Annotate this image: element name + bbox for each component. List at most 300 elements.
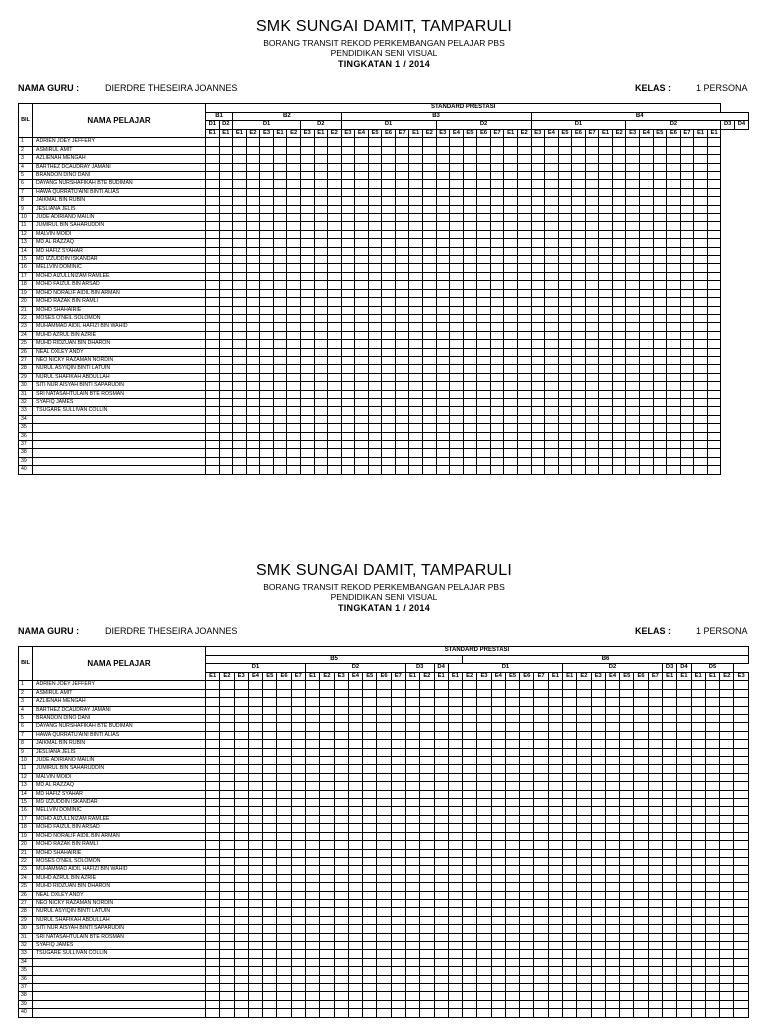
score-cell[interactable]: [300, 356, 314, 364]
score-cell[interactable]: [463, 689, 477, 697]
score-cell[interactable]: [707, 172, 721, 180]
score-cell[interactable]: [423, 331, 437, 339]
score-cell[interactable]: [477, 155, 491, 163]
score-cell[interactable]: [246, 197, 260, 205]
score-cell[interactable]: [206, 731, 220, 739]
score-cell[interactable]: [640, 197, 654, 205]
score-cell[interactable]: [450, 180, 464, 188]
score-cell[interactable]: [640, 407, 654, 415]
score-cell[interactable]: [548, 757, 562, 765]
score-cell[interactable]: [248, 841, 262, 849]
score-cell[interactable]: [314, 138, 328, 146]
score-cell[interactable]: [505, 958, 519, 966]
score-cell[interactable]: [663, 950, 677, 958]
score-cell[interactable]: [273, 197, 287, 205]
score-cell[interactable]: [648, 731, 662, 739]
score-cell[interactable]: [314, 306, 328, 314]
score-cell[interactable]: [341, 365, 355, 373]
score-cell[interactable]: [277, 815, 291, 823]
score-cell[interactable]: [277, 916, 291, 924]
score-cell[interactable]: [531, 457, 545, 465]
score-cell[interactable]: [490, 239, 504, 247]
score-cell[interactable]: [477, 180, 491, 188]
score-cell[interactable]: [663, 706, 677, 714]
score-cell[interactable]: [490, 247, 504, 255]
score-cell[interactable]: [520, 874, 534, 882]
score-cell[interactable]: [591, 849, 605, 857]
score-cell[interactable]: [405, 925, 419, 933]
score-cell[interactable]: [409, 230, 423, 238]
score-cell[interactable]: [220, 832, 234, 840]
score-cell[interactable]: [420, 891, 434, 899]
score-cell[interactable]: [436, 298, 450, 306]
score-cell[interactable]: [663, 748, 677, 756]
score-cell[interactable]: [463, 992, 477, 1000]
score-cell[interactable]: [558, 398, 572, 406]
score-cell[interactable]: [320, 908, 334, 916]
score-cell[interactable]: [548, 790, 562, 798]
score-cell[interactable]: [648, 849, 662, 857]
score-cell[interactable]: [640, 356, 654, 364]
score-cell[interactable]: [520, 883, 534, 891]
score-cell[interactable]: [504, 289, 518, 297]
score-cell[interactable]: [233, 382, 247, 390]
score-cell[interactable]: [434, 992, 448, 1000]
score-cell[interactable]: [220, 908, 234, 916]
score-cell[interactable]: [545, 155, 559, 163]
score-cell[interactable]: [409, 146, 423, 154]
score-cell[interactable]: [599, 230, 613, 238]
score-cell[interactable]: [405, 916, 419, 924]
score-cell[interactable]: [233, 214, 247, 222]
score-cell[interactable]: [520, 925, 534, 933]
score-cell[interactable]: [234, 773, 248, 781]
score-cell[interactable]: [591, 723, 605, 731]
score-cell[interactable]: [305, 866, 319, 874]
score-cell[interactable]: [477, 407, 491, 415]
score-cell[interactable]: [305, 790, 319, 798]
score-cell[interactable]: [667, 214, 681, 222]
score-cell[interactable]: [273, 172, 287, 180]
score-cell[interactable]: [436, 197, 450, 205]
score-cell[interactable]: [246, 390, 260, 398]
score-cell[interactable]: [328, 407, 342, 415]
score-cell[interactable]: [612, 230, 626, 238]
score-cell[interactable]: [534, 689, 548, 697]
score-cell[interactable]: [531, 256, 545, 264]
score-cell[interactable]: [531, 398, 545, 406]
score-cell[interactable]: [626, 180, 640, 188]
score-cell[interactable]: [273, 264, 287, 272]
score-cell[interactable]: [328, 272, 342, 280]
score-cell[interactable]: [314, 457, 328, 465]
score-cell[interactable]: [677, 773, 691, 781]
score-cell[interactable]: [577, 857, 591, 865]
score-cell[interactable]: [300, 365, 314, 373]
score-cell[interactable]: [517, 205, 531, 213]
score-cell[interactable]: [563, 933, 577, 941]
score-cell[interactable]: [667, 432, 681, 440]
score-cell[interactable]: [563, 916, 577, 924]
score-cell[interactable]: [591, 916, 605, 924]
score-cell[interactable]: [355, 289, 369, 297]
score-cell[interactable]: [273, 441, 287, 449]
score-cell[interactable]: [605, 681, 619, 689]
score-cell[interactable]: [287, 356, 301, 364]
score-cell[interactable]: [277, 984, 291, 992]
score-cell[interactable]: [219, 180, 233, 188]
score-cell[interactable]: [206, 146, 220, 154]
score-cell[interactable]: [263, 824, 277, 832]
score-cell[interactable]: [705, 916, 719, 924]
score-cell[interactable]: [420, 992, 434, 1000]
score-cell[interactable]: [363, 723, 377, 731]
score-cell[interactable]: [391, 731, 405, 739]
score-cell[interactable]: [246, 298, 260, 306]
score-cell[interactable]: [463, 398, 477, 406]
score-cell[interactable]: [599, 449, 613, 457]
score-cell[interactable]: [246, 239, 260, 247]
score-cell[interactable]: [395, 298, 409, 306]
score-cell[interactable]: [382, 146, 396, 154]
score-cell[interactable]: [577, 765, 591, 773]
score-cell[interactable]: [234, 706, 248, 714]
score-cell[interactable]: [263, 866, 277, 874]
score-cell[interactable]: [305, 925, 319, 933]
score-cell[interactable]: [648, 992, 662, 1000]
score-cell[interactable]: [320, 731, 334, 739]
score-cell[interactable]: [591, 731, 605, 739]
score-cell[interactable]: [273, 331, 287, 339]
score-cell[interactable]: [219, 441, 233, 449]
score-cell[interactable]: [490, 382, 504, 390]
score-cell[interactable]: [320, 757, 334, 765]
score-cell[interactable]: [577, 933, 591, 941]
score-cell[interactable]: [694, 180, 708, 188]
score-cell[interactable]: [680, 239, 694, 247]
score-cell[interactable]: [341, 432, 355, 440]
score-cell[interactable]: [720, 933, 734, 941]
score-cell[interactable]: [405, 773, 419, 781]
score-cell[interactable]: [463, 441, 477, 449]
score-cell[interactable]: [531, 205, 545, 213]
score-cell[interactable]: [314, 298, 328, 306]
score-cell[interactable]: [734, 891, 749, 899]
score-cell[interactable]: [234, 849, 248, 857]
score-cell[interactable]: [450, 424, 464, 432]
score-cell[interactable]: [667, 247, 681, 255]
score-cell[interactable]: [434, 807, 448, 815]
score-cell[interactable]: [505, 832, 519, 840]
score-cell[interactable]: [640, 457, 654, 465]
score-cell[interactable]: [477, 348, 491, 356]
score-cell[interactable]: [334, 715, 348, 723]
score-cell[interactable]: [377, 841, 391, 849]
score-cell[interactable]: [491, 689, 505, 697]
score-cell[interactable]: [517, 256, 531, 264]
score-cell[interactable]: [667, 415, 681, 423]
score-cell[interactable]: [599, 272, 613, 280]
score-cell[interactable]: [707, 306, 721, 314]
score-cell[interactable]: [263, 899, 277, 907]
score-cell[interactable]: [517, 424, 531, 432]
score-cell[interactable]: [423, 172, 437, 180]
score-cell[interactable]: [450, 172, 464, 180]
score-cell[interactable]: [448, 874, 462, 882]
score-cell[interactable]: [677, 698, 691, 706]
score-cell[interactable]: [450, 356, 464, 364]
score-cell[interactable]: [248, 874, 262, 882]
score-cell[interactable]: [448, 815, 462, 823]
score-cell[interactable]: [626, 390, 640, 398]
score-cell[interactable]: [534, 773, 548, 781]
score-cell[interactable]: [248, 706, 262, 714]
score-cell[interactable]: [558, 407, 572, 415]
score-cell[interactable]: [520, 984, 534, 992]
score-cell[interactable]: [591, 967, 605, 975]
score-cell[interactable]: [612, 239, 626, 247]
score-cell[interactable]: [648, 807, 662, 815]
score-cell[interactable]: [448, 715, 462, 723]
score-cell[interactable]: [246, 289, 260, 297]
score-cell[interactable]: [585, 390, 599, 398]
score-cell[interactable]: [391, 773, 405, 781]
score-cell[interactable]: [448, 706, 462, 714]
score-cell[interactable]: [680, 340, 694, 348]
score-cell[interactable]: [395, 348, 409, 356]
score-cell[interactable]: [563, 689, 577, 697]
score-cell[interactable]: [220, 1009, 234, 1017]
score-cell[interactable]: [348, 757, 362, 765]
score-cell[interactable]: [291, 841, 305, 849]
score-cell[interactable]: [694, 382, 708, 390]
score-cell[interactable]: [705, 849, 719, 857]
score-cell[interactable]: [420, 681, 434, 689]
score-cell[interactable]: [490, 373, 504, 381]
score-cell[interactable]: [705, 984, 719, 992]
score-cell[interactable]: [348, 908, 362, 916]
score-cell[interactable]: [206, 298, 220, 306]
score-cell[interactable]: [320, 933, 334, 941]
score-cell[interactable]: [680, 256, 694, 264]
score-cell[interactable]: [531, 449, 545, 457]
score-cell[interactable]: [620, 899, 634, 907]
score-cell[interactable]: [707, 247, 721, 255]
score-cell[interactable]: [505, 740, 519, 748]
score-cell[interactable]: [273, 247, 287, 255]
score-cell[interactable]: [450, 432, 464, 440]
score-cell[interactable]: [577, 874, 591, 882]
score-cell[interactable]: [448, 992, 462, 1000]
score-cell[interactable]: [612, 340, 626, 348]
score-cell[interactable]: [334, 849, 348, 857]
score-cell[interactable]: [591, 1009, 605, 1017]
score-cell[interactable]: [653, 146, 667, 154]
score-cell[interactable]: [341, 424, 355, 432]
score-cell[interactable]: [248, 832, 262, 840]
score-cell[interactable]: [558, 348, 572, 356]
score-cell[interactable]: [263, 857, 277, 865]
score-cell[interactable]: [405, 958, 419, 966]
score-cell[interactable]: [448, 941, 462, 949]
score-cell[interactable]: [314, 197, 328, 205]
score-cell[interactable]: [405, 765, 419, 773]
score-cell[interactable]: [219, 222, 233, 230]
score-cell[interactable]: [395, 373, 409, 381]
score-cell[interactable]: [463, 841, 477, 849]
score-cell[interactable]: [220, 689, 234, 697]
score-cell[interactable]: [707, 289, 721, 297]
score-cell[interactable]: [490, 314, 504, 322]
score-cell[interactable]: [314, 205, 328, 213]
score-cell[interactable]: [705, 899, 719, 907]
score-cell[interactable]: [206, 874, 220, 882]
score-cell[interactable]: [572, 340, 586, 348]
score-cell[interactable]: [219, 457, 233, 465]
score-cell[interactable]: [382, 256, 396, 264]
score-cell[interactable]: [626, 222, 640, 230]
score-cell[interactable]: [572, 407, 586, 415]
score-cell[interactable]: [348, 748, 362, 756]
score-cell[interactable]: [409, 205, 423, 213]
score-cell[interactable]: [505, 950, 519, 958]
score-cell[interactable]: [505, 824, 519, 832]
score-cell[interactable]: [605, 1000, 619, 1008]
score-cell[interactable]: [545, 441, 559, 449]
score-cell[interactable]: [355, 348, 369, 356]
score-cell[interactable]: [348, 698, 362, 706]
score-cell[interactable]: [341, 180, 355, 188]
score-cell[interactable]: [520, 799, 534, 807]
score-cell[interactable]: [599, 365, 613, 373]
score-cell[interactable]: [599, 415, 613, 423]
score-cell[interactable]: [355, 373, 369, 381]
score-cell[interactable]: [612, 188, 626, 196]
score-cell[interactable]: [734, 1000, 749, 1008]
score-cell[interactable]: [436, 340, 450, 348]
score-cell[interactable]: [277, 857, 291, 865]
score-cell[interactable]: [334, 790, 348, 798]
score-cell[interactable]: [663, 925, 677, 933]
score-cell[interactable]: [477, 146, 491, 154]
score-cell[interactable]: [420, 731, 434, 739]
score-cell[interactable]: [640, 264, 654, 272]
score-cell[interactable]: [691, 698, 705, 706]
score-cell[interactable]: [300, 323, 314, 331]
score-cell[interactable]: [720, 984, 734, 992]
score-cell[interactable]: [287, 457, 301, 465]
score-cell[interactable]: [291, 992, 305, 1000]
score-cell[interactable]: [300, 466, 314, 474]
score-cell[interactable]: [206, 264, 220, 272]
score-cell[interactable]: [355, 424, 369, 432]
score-cell[interactable]: [605, 916, 619, 924]
score-cell[interactable]: [705, 807, 719, 815]
score-cell[interactable]: [505, 815, 519, 823]
score-cell[interactable]: [382, 197, 396, 205]
score-cell[interactable]: [531, 222, 545, 230]
score-cell[interactable]: [548, 799, 562, 807]
score-cell[interactable]: [505, 849, 519, 857]
score-cell[interactable]: [341, 373, 355, 381]
score-cell[interactable]: [423, 441, 437, 449]
score-cell[interactable]: [355, 298, 369, 306]
score-cell[interactable]: [291, 790, 305, 798]
score-cell[interactable]: [663, 967, 677, 975]
score-cell[interactable]: [491, 757, 505, 765]
score-cell[interactable]: [233, 407, 247, 415]
score-cell[interactable]: [599, 138, 613, 146]
score-cell[interactable]: [277, 799, 291, 807]
score-cell[interactable]: [491, 765, 505, 773]
score-cell[interactable]: [477, 247, 491, 255]
score-cell[interactable]: [260, 390, 274, 398]
score-cell[interactable]: [436, 188, 450, 196]
score-cell[interactable]: [450, 382, 464, 390]
score-cell[interactable]: [477, 256, 491, 264]
score-cell[interactable]: [300, 272, 314, 280]
score-cell[interactable]: [520, 689, 534, 697]
score-cell[interactable]: [263, 841, 277, 849]
score-cell[interactable]: [314, 188, 328, 196]
score-cell[interactable]: [405, 933, 419, 941]
score-cell[interactable]: [260, 146, 274, 154]
score-cell[interactable]: [334, 866, 348, 874]
score-cell[interactable]: [599, 424, 613, 432]
score-cell[interactable]: [434, 933, 448, 941]
score-cell[interactable]: [648, 723, 662, 731]
score-cell[interactable]: [391, 866, 405, 874]
score-cell[interactable]: [531, 407, 545, 415]
score-cell[interactable]: [626, 449, 640, 457]
score-cell[interactable]: [612, 163, 626, 171]
score-cell[interactable]: [626, 415, 640, 423]
score-cell[interactable]: [450, 340, 464, 348]
score-cell[interactable]: [263, 765, 277, 773]
score-cell[interactable]: [477, 222, 491, 230]
score-cell[interactable]: [382, 180, 396, 188]
score-cell[interactable]: [545, 188, 559, 196]
score-cell[interactable]: [572, 289, 586, 297]
score-cell[interactable]: [320, 992, 334, 1000]
score-cell[interactable]: [463, 222, 477, 230]
score-cell[interactable]: [287, 466, 301, 474]
score-cell[interactable]: [391, 941, 405, 949]
score-cell[interactable]: [368, 239, 382, 247]
score-cell[interactable]: [677, 899, 691, 907]
score-cell[interactable]: [491, 740, 505, 748]
score-cell[interactable]: [504, 365, 518, 373]
score-cell[interactable]: [263, 941, 277, 949]
score-cell[interactable]: [448, 908, 462, 916]
score-cell[interactable]: [463, 773, 477, 781]
score-cell[interactable]: [395, 289, 409, 297]
score-cell[interactable]: [680, 155, 694, 163]
score-cell[interactable]: [391, 958, 405, 966]
score-cell[interactable]: [448, 899, 462, 907]
score-cell[interactable]: [572, 180, 586, 188]
score-cell[interactable]: [450, 155, 464, 163]
score-cell[interactable]: [448, 782, 462, 790]
score-cell[interactable]: [450, 398, 464, 406]
score-cell[interactable]: [490, 398, 504, 406]
score-cell[interactable]: [648, 874, 662, 882]
score-cell[interactable]: [260, 348, 274, 356]
score-cell[interactable]: [448, 757, 462, 765]
score-cell[interactable]: [341, 314, 355, 322]
score-cell[interactable]: [640, 281, 654, 289]
score-cell[interactable]: [720, 857, 734, 865]
